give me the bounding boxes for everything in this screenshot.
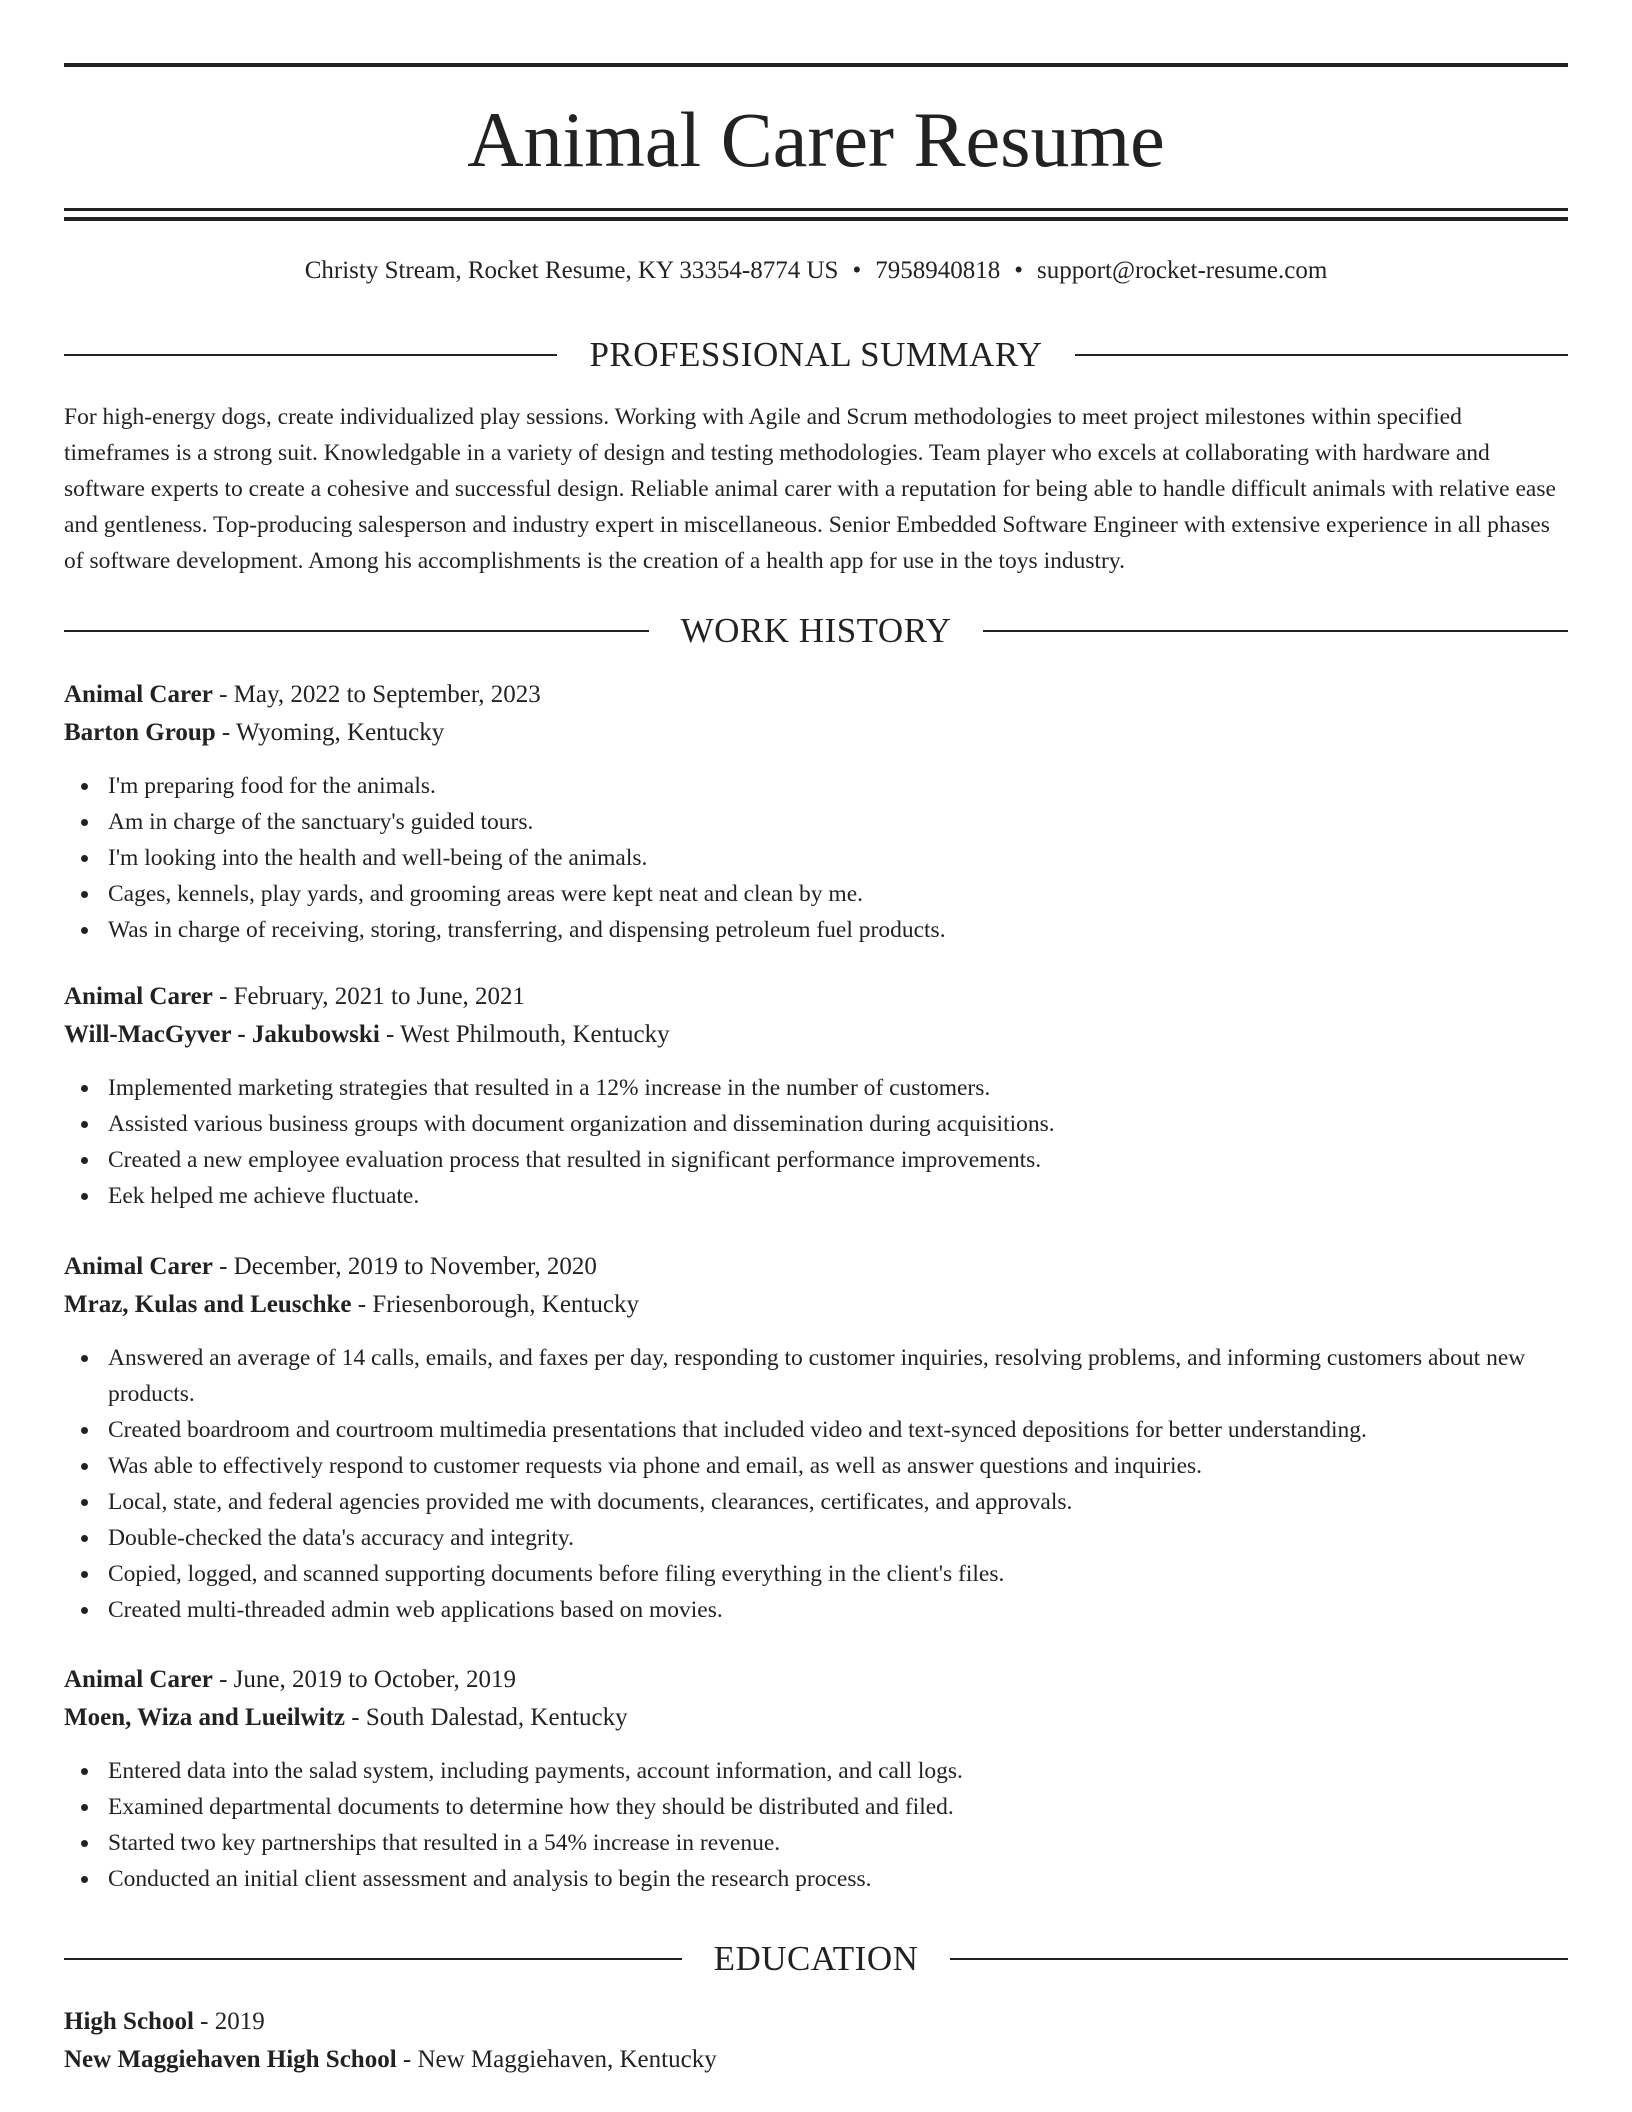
heading-rule-left <box>64 1958 682 1960</box>
job-company-line <box>64 1699 1568 1737</box>
job-bullet-list <box>64 1340 1568 1628</box>
list-item: Eek helped me achieve fluctuate. <box>108 1178 1568 1214</box>
contact-separator: • <box>852 257 862 284</box>
heading-rule-right <box>950 1958 1568 1960</box>
list-item: Conducted an initial client assessment and analysis to begin the research process. <box>108 1861 1568 1897</box>
job-entry <box>64 676 1568 948</box>
top-rule <box>64 63 1568 67</box>
job-company: Will-MacGyver - Jakubowski <box>64 1021 380 1048</box>
education-location: - New Maggiehaven, Kentucky <box>396 2046 717 2073</box>
job-company-line <box>64 1286 1568 1324</box>
heading-rule-left <box>64 630 649 632</box>
job-company-line <box>64 1016 1568 1054</box>
job-role: Animal Carer <box>64 681 213 708</box>
job-location: - South Dalestad, Kentucky <box>345 1704 628 1731</box>
job-title-line <box>64 1661 1568 1699</box>
list-item: Examined departmental documents to determine how they should be distributed and filed. <box>108 1789 1568 1825</box>
education-school: New Maggiehaven High School <box>64 2046 397 2073</box>
list-item: I'm preparing food for the animals. <box>108 768 1568 804</box>
professional-summary: For high-energy dogs, create individualized play sessions. Working with Agile and Scrum methodologies to meet project milestones within specified timeframes is a strong suit. Knowledgable in a variety of design and testing methodologies. Team player who excels at collaborating with hardware and software experts to create a cohesive and successful design. Reliable animal carer with a reputation for being able to handle difficult animals with relative ease and gentleness. Top-producing salesperson and industry expert in miscellaneous. Senior Embedded Software Engineer with extensive experience in all phases of software development. Among his accomplishments is the creation of a health app for use in the toys industry. <box>64 404 1556 574</box>
heading-rule-left <box>64 354 557 356</box>
list-item: Am in charge of the sanctuary's guided tours. <box>108 804 1568 840</box>
heading-rule-right <box>1075 354 1568 356</box>
job-company: Mraz, Kulas and Leuschke <box>64 1291 352 1318</box>
job-entry <box>64 1661 1568 1897</box>
job-location: - Friesenborough, Kentucky <box>351 1291 639 1318</box>
list-item: Was able to effectively respond to customer requests via phone and email, as well as answer questions and inquiries. <box>108 1448 1568 1484</box>
contact-address: Christy Stream, Rocket Resume, KY 33354-8774 US <box>304 257 839 284</box>
list-item: Created multi-threaded admin web applications based on movies. <box>108 1592 1568 1628</box>
job-bullet-list <box>64 768 1568 948</box>
heading-rule-right <box>983 630 1568 632</box>
list-item: Created a new employee evaluation process that resulted in significant performance improvements. <box>108 1142 1568 1178</box>
job-role: Animal Carer <box>64 1253 213 1280</box>
education-heading-label: EDUCATION <box>713 1939 919 1978</box>
job-title-line <box>64 1248 1568 1286</box>
job-bullet-list <box>64 1753 1568 1897</box>
job-entry <box>64 978 1568 1214</box>
list-item: Entered data into the salad system, including payments, account information, and call logs. <box>108 1753 1568 1789</box>
job-entry <box>64 1248 1568 1628</box>
contact-line <box>64 254 1568 288</box>
title-double-rule <box>64 208 1568 221</box>
list-item: Copied, logged, and scanned supporting documents before filing everything in the client's files. <box>108 1556 1568 1592</box>
contact-email: support@rocket-resume.com <box>1037 257 1328 284</box>
page-title: Animal Carer Resume <box>467 96 1165 183</box>
job-dates: - February, 2021 to June, 2021 <box>212 983 526 1010</box>
job-company-line <box>64 714 1568 752</box>
job-company: Moen, Wiza and Lueilwitz <box>64 1704 346 1731</box>
education-school-line <box>64 2041 1568 2079</box>
job-location: - West Philmouth, Kentucky <box>379 1021 670 1048</box>
job-role: Animal Carer <box>64 983 213 1010</box>
work-history-heading-label: WORK HISTORY <box>680 611 952 650</box>
summary-heading-label: PROFESSIONAL SUMMARY <box>589 335 1043 374</box>
list-item: Local, state, and federal agencies provided me with documents, clearances, certificates, and approvals. <box>108 1484 1568 1520</box>
job-company: Barton Group <box>64 719 216 746</box>
job-dates: - June, 2019 to October, 2019 <box>212 1666 516 1693</box>
job-bullet-list <box>64 1070 1568 1214</box>
summary-heading <box>64 333 1568 377</box>
list-item: Cages, kennels, play yards, and grooming areas were kept neat and clean by me. <box>108 876 1568 912</box>
job-title-line <box>64 978 1568 1016</box>
list-item: Answered an average of 14 calls, emails, and faxes per day, responding to customer inquiries, resolving problems, and informing customers about new products. <box>108 1340 1568 1412</box>
list-item: Was in charge of receiving, storing, transferring, and dispensing petroleum fuel products. <box>108 912 1568 948</box>
education-degree: High School <box>64 2008 194 2035</box>
job-dates: - December, 2019 to November, 2020 <box>212 1253 597 1280</box>
job-dates: - May, 2022 to September, 2023 <box>212 681 541 708</box>
education-degree-line <box>64 2003 1568 2041</box>
list-item: Assisted various business groups with document organization and dissemination during acquisitions. <box>108 1106 1568 1142</box>
education-heading <box>64 1937 1568 1981</box>
list-item: Started two key partnerships that resulted in a 54% increase in revenue. <box>108 1825 1568 1861</box>
list-item: I'm looking into the health and well-being of the animals. <box>108 840 1568 876</box>
job-title-line <box>64 676 1568 714</box>
education-entry <box>64 2003 1568 2079</box>
education-year: - 2019 <box>193 2008 265 2035</box>
contact-separator: • <box>1014 257 1023 284</box>
list-item: Double-checked the data's accuracy and integrity. <box>108 1520 1568 1556</box>
job-role: Animal Carer <box>64 1666 213 1693</box>
list-item: Implemented marketing strategies that resulted in a 12% increase in the number of customers. <box>108 1070 1568 1106</box>
work-history-heading <box>64 609 1568 653</box>
job-location: - Wyoming, Kentucky <box>215 719 445 746</box>
contact-phone: 7958940818 <box>875 257 1001 284</box>
list-item: Created boardroom and courtroom multimedia presentations that included video and text-synced depositions for better understanding. <box>108 1412 1568 1448</box>
